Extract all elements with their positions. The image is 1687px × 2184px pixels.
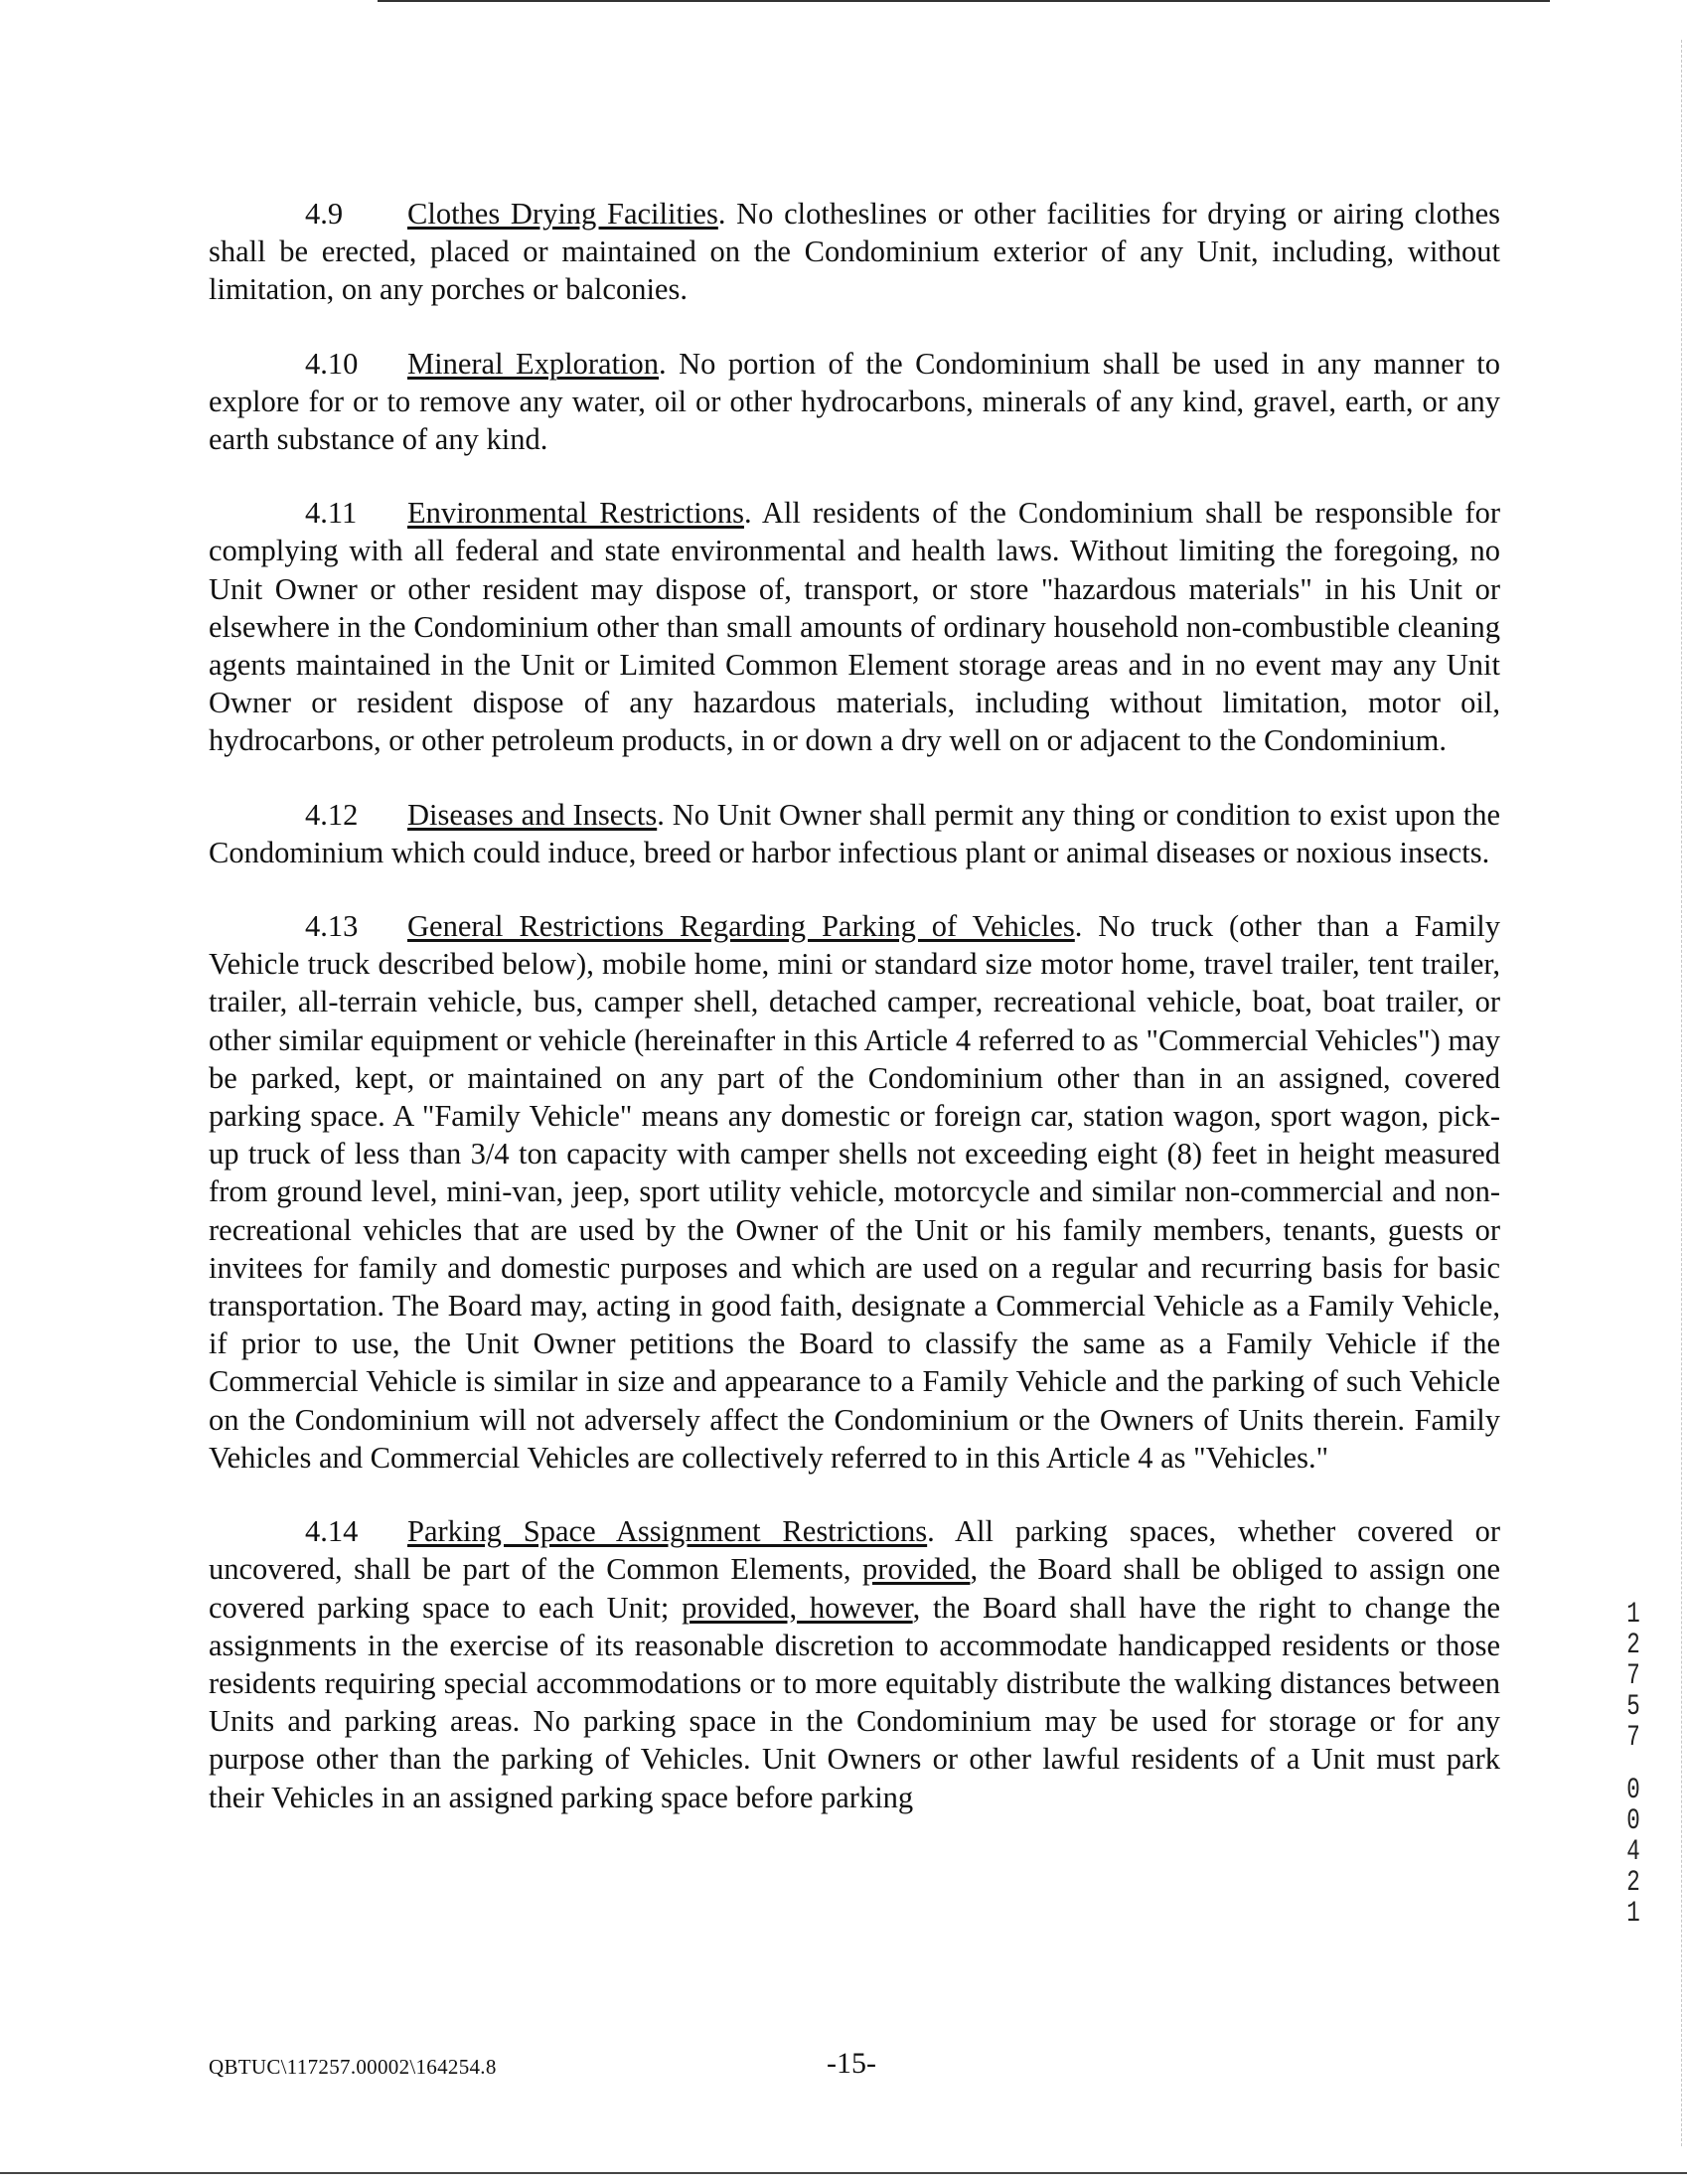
- footer-page-number: -15-: [827, 2047, 876, 2080]
- provided-however-term: provided, however: [682, 1590, 913, 1625]
- section-text: . All residents of the Condominium shall be responsible for complying with all federal and state environmental and health laws. Without limiting the foregoing, no Unit Owner or other resident may dispose of, transport, or store "hazardous materials" in his Unit or elsewhere in the Condominium other than small amounts of ordinary household non-combustible cleaning agents maintained in the Unit or Limited Common Element storage areas and in no event may any Unit Owner or resident dispose of any hazardous materials, including without limitation, motor oil, hydrocarbons, or other petroleum products, in or down a dry well on or adjacent to the Condominium.: [209, 496, 1500, 758]
- provided-term: provided: [862, 1552, 971, 1587]
- section-number: 4.14: [305, 1514, 359, 1549]
- section-heading: Mineral Exploration: [407, 346, 660, 381]
- section-number: 4.11: [305, 496, 358, 531]
- section-heading: Diseases and Insects: [407, 797, 658, 832]
- section-text: . No Unit Owner shall permit any thing or condition to exist upon the Condominium which could induce, breed or harbor infectious plant or animal diseases or noxious insects.: [209, 797, 1500, 869]
- stamp-digit: 0: [1626, 1774, 1640, 1807]
- section-4-13: [209, 907, 1500, 1477]
- recording-number-stamp: [1617, 1600, 1650, 1930]
- section-text: . All parking spaces, whether covered or uncovered, shall be part of the Common Elements,: [209, 1514, 1500, 1587]
- stamp-digit: 2: [1626, 1866, 1640, 1900]
- section-4-14: [209, 1512, 1500, 1816]
- stamp-digit: 7: [1626, 1659, 1640, 1693]
- stamp-digit: 4: [1626, 1835, 1640, 1869]
- section-text: . No clotheslines or other facilities for drying or airing clothes shall be erected, placed or maintained on the Condominium exterior of any Unit, including, without limitation, on any porches or balconies.: [209, 197, 1500, 307]
- footer-document-reference: QBTUC\117257.00002\164254.8: [209, 2055, 497, 2079]
- section-text: . No portion of the Condominium shall be used in any manner to explore for or to remove any water, oil or other hydrocarbons, minerals of any kind, gravel, earth, or any earth substance of any kind.: [209, 346, 1500, 457]
- section-text: , the Board shall have the right to change the assignments in the exercise of its reasonable discretion to accommodate handicapped residents or those residents requiring special accommodations or to more equitably distribute the walking distances between Units and parking areas. No parking space in the Condominium may be used for storage or for any purpose other than the parking of Vehicles. Unit Owners or other lawful residents of a Unit must park their Vehicles in an assigned parking space before parking: [209, 1590, 1500, 1814]
- section-text: , the Board shall be obliged to assign one covered parking space to each Unit;: [209, 1552, 1500, 1625]
- stamp-digit: 2: [1626, 1629, 1640, 1662]
- stamp-digit: 1: [1626, 1897, 1640, 1931]
- section-number: 4.12: [305, 797, 359, 832]
- bottom-border-rule: [0, 2172, 1687, 2174]
- section-4-10: [209, 345, 1500, 459]
- stamp-digit: 1: [1626, 1598, 1640, 1632]
- section-text: . No truck (other than a Family Vehicle truck described below), mobile home, mini or standard size motor home, travel trailer, tent trailer, trailer, all-terrain vehicle, bus, camper shell, detached camper, recreational vehicle, boat, boat trailer, or other similar equipment or vehicle (hereinafter in this Article 4 referred to as "Commercial Vehicles") may be parked, kept, or maintained on any part of the Condominium other than in an assigned, covered parking space. A "Family Vehicle" means any domestic or foreign car, station wagon, sport wagon, pick-up truck of less than 3/4 ton capacity with camper shells not exceeding eight (8) feet in height measured from ground level, mini-van, jeep, sport utility vehicle, motorcycle and similar non-commercial and non-recreational vehicles that are used by the Owner of the Unit or his family members, tenants, guests or invitees for family and domestic purposes and which are used on a regular and recurring basis for basic transportation. The Board may, acting in good faith, designate a Commercial Vehicle as a Family Vehicle, if prior to use, the Unit Owner petitions the Board to classify the same as a Family Vehicle if the Commercial Vehicle is similar in size and appearance to a Family Vehicle and the parking of such Vehicle on the Condominium will not adversely affect the Condominium or the Owners of Units therein. Family Vehicles and Commercial Vehicles are collectively referred to in this Article 4 as "Vehicles.": [209, 909, 1500, 1475]
- section-heading: Environmental Restrictions: [407, 496, 744, 531]
- section-4-11: [209, 494, 1500, 759]
- section-heading: Clothes Drying Facilities: [407, 197, 718, 231]
- section-number: 4.10: [305, 346, 359, 381]
- section-4-9: [209, 195, 1500, 309]
- section-heading: General Restrictions Regarding Parking of Vehicles: [407, 909, 1075, 944]
- document-body: [209, 195, 1500, 1852]
- section-4-12: [209, 796, 1500, 871]
- top-border-rule: [378, 0, 1550, 2]
- stamp-digit: 5: [1626, 1690, 1640, 1724]
- section-number: 4.13: [305, 909, 359, 944]
- right-margin-line: [1681, 40, 1683, 2146]
- stamp-digit: 7: [1626, 1721, 1640, 1755]
- section-number: 4.9: [305, 197, 344, 231]
- section-heading: Parking Space Assignment Restrictions: [407, 1514, 928, 1549]
- stamp-digit: 0: [1626, 1804, 1640, 1838]
- stamp-gap: [1617, 1754, 1650, 1776]
